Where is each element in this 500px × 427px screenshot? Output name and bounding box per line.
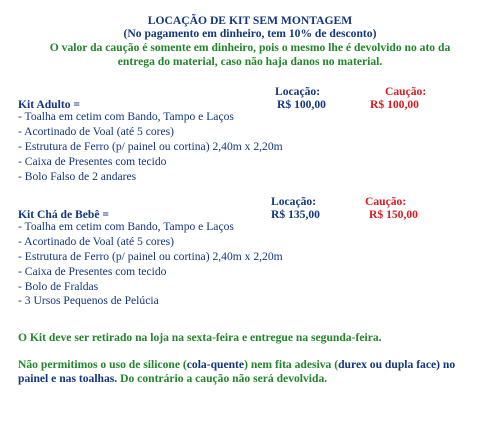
rental-label: Locação: [271, 195, 317, 208]
list-item: - Acortinado de Voal (até 5 cores) [18, 234, 175, 248]
warning-highlight: cola-quente [186, 358, 245, 371]
warning-text: ou dupla face) no [366, 358, 456, 371]
list-item: - 3 Ursos Pequenos de Pelúcia [18, 294, 159, 308]
kit-name: Kit Adulto = [18, 98, 81, 111]
list-item: - Estrutura de Ferro (p/ painel ou cortina) 2,40m x 2,20m [18, 139, 283, 153]
list-item: - Toalha em cetim com Bando, Tampo e Laços [18, 110, 234, 123]
warning-text: Do contrário a caução não será devolvida. [117, 372, 328, 385]
deposit-label: Caução: [385, 85, 427, 98]
deposit-price: R$ 150,00 [369, 208, 418, 221]
warning-highlight: durex [338, 358, 367, 371]
warning-line1 [18, 358, 455, 371]
warning-text: ) nem fita adesiva ( [244, 358, 339, 371]
list-item: - Estrutura de Ferro (p/ painel ou cortina) 2,40m x 2,20m [18, 249, 283, 263]
deposit-label: Caução: [365, 195, 407, 208]
kit-item-list [18, 110, 283, 184]
rental-label: Locação: [275, 85, 321, 98]
list-item: - Acortinado de Voal (até 5 cores) [18, 124, 175, 138]
list-item: - Caixa de Presentes com tecido [18, 154, 167, 168]
page-title: LOCAÇÃO DE KIT SEM MONTAGEM [147, 14, 353, 27]
warning-highlight: painel e nas toalhas. [18, 372, 118, 385]
list-item: - Toalha em cetim com Bando, Tampo e Laços [18, 220, 234, 233]
list-item: - Bolo Falso de 2 andares [18, 169, 137, 183]
kit-item-list [18, 220, 283, 309]
warning-line2 [18, 372, 327, 385]
deposit-price: R$ 100,00 [370, 98, 419, 111]
deposit-note-line2: entrega do material, caso não haja danos no material. [117, 55, 383, 68]
kit-name: Kit Chá de Bebê = [18, 208, 109, 221]
discount-note: (No pagamento em dinheiro, tem 10% de desconto) [123, 27, 377, 40]
pickup-note: O Kit deve ser retirado na loja na sexta-feira e entregue na segunda-feira. [18, 331, 382, 344]
deposit-note-line1: O valor da caução é somente em dinheiro, pois o mesmo lhe é devolvido no ato da [49, 41, 451, 54]
list-item: - Caixa de Presentes com tecido [18, 264, 167, 278]
rental-price: R$ 135,00 [271, 208, 320, 221]
list-item: - Bolo de Fraldas [18, 279, 99, 293]
rental-price: R$ 100,00 [277, 98, 326, 111]
warning-text: Não permitimos o uso de silicone ( [18, 358, 187, 371]
